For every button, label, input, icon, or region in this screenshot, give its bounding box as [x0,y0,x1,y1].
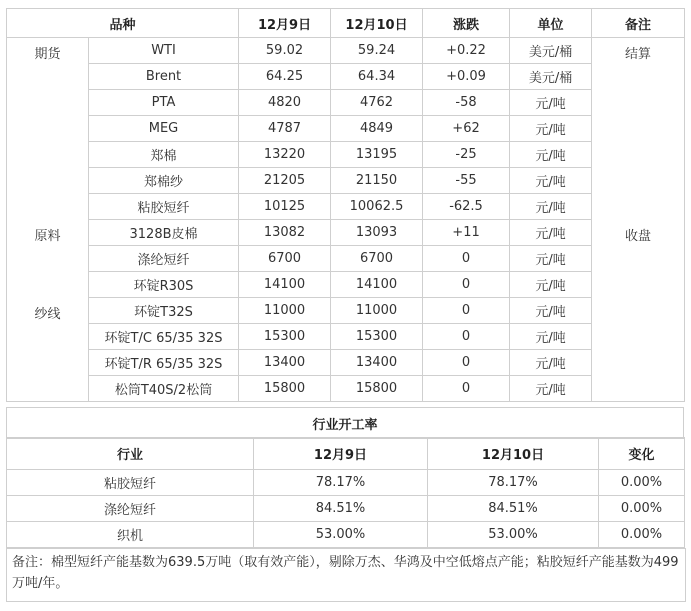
operating-rate-table [6,437,685,548]
row-change: +0.09 [423,64,510,90]
row-d1: 14100 [239,272,331,298]
row-d2: 15800 [331,376,423,402]
table-row [7,142,685,168]
row-d1: 11000 [239,298,331,324]
price-table [6,8,685,402]
table-row [7,298,685,324]
row-name: 环锭T32S [89,298,239,324]
table-row [7,194,685,220]
row-unit: 美元/桶 [510,38,592,64]
operating-rate-title: 行业开工率 [7,408,684,439]
row-unit: 元/吨 [510,324,592,350]
table-row [7,376,685,402]
row-name: 涤纶短纤 [7,496,254,522]
note-close: 收盘 [625,229,652,244]
row-d2: 78.17% [428,470,599,496]
row-d1: 21205 [239,168,331,194]
category-raw: 原料 [34,229,61,244]
row-change: 0 [423,324,510,350]
row-d1: 59.02 [239,38,331,64]
row-change: +62 [423,116,510,142]
row-name: MEG [89,116,239,142]
row-change: 0.00% [599,496,685,522]
row-name: 粘胶短纤 [7,470,254,496]
row-d2: 11000 [331,298,423,324]
row-name: 郑棉纱 [89,168,239,194]
row-d2: 13195 [331,142,423,168]
row-change: 0 [423,246,510,272]
category-futures: 期货 [34,47,61,62]
row-unit: 元/吨 [510,194,592,220]
row-d2: 4762 [331,90,423,116]
category-column [7,38,89,402]
row-d1: 4820 [239,90,331,116]
row-d1: 10125 [239,194,331,220]
header-variety: 品种 [7,9,239,38]
header-date-2: 12月10日 [331,9,423,38]
table-row [7,246,685,272]
table-row [7,496,685,522]
row-name: 环锭R30S [89,272,239,298]
row-change: 0 [423,376,510,402]
row-d2: 14100 [331,272,423,298]
row-unit: 元/吨 [510,116,592,142]
row-unit: 元/吨 [510,90,592,116]
table-row [7,522,685,548]
row-name: 织机 [7,522,254,548]
row-name: 3128B皮棉 [89,220,239,246]
row-change: -25 [423,142,510,168]
table-row [7,116,685,142]
row-d1: 6700 [239,246,331,272]
header-change: 涨跌 [423,9,510,38]
note-settle: 结算 [625,47,652,62]
row-change: -58 [423,90,510,116]
header-industry: 行业 [7,438,254,470]
row-name: PTA [89,90,239,116]
row-d2: 10062.5 [331,194,423,220]
row-d1: 53.00% [254,522,428,548]
table-row [7,64,685,90]
row-d1: 78.17% [254,470,428,496]
row-d1: 15300 [239,324,331,350]
row-change: 0 [423,350,510,376]
row-d2: 53.00% [428,522,599,548]
header-unit: 单位 [510,9,592,38]
note-column [592,38,685,402]
footnote: 备注：棉型短纤产能基数为639.5万吨（取有效产能），剔除万杰、华鸿及中空低熔点产能；粘胶短纤产能基数为499万吨/年。 [6,548,686,602]
row-name: WTI [89,38,239,64]
header-date-1: 12月9日 [254,438,428,470]
header-date-2: 12月10日 [428,438,599,470]
row-unit: 元/吨 [510,272,592,298]
row-d2: 4849 [331,116,423,142]
table-row [7,350,685,376]
row-change: +11 [423,220,510,246]
row-d1: 13220 [239,142,331,168]
row-unit: 元/吨 [510,298,592,324]
price-header-row [7,9,685,38]
row-name: Brent [89,64,239,90]
row-change: +0.22 [423,38,510,64]
row-name: 粘胶短纤 [89,194,239,220]
row-d1: 84.51% [254,496,428,522]
table-row [7,90,685,116]
header-date-1: 12月9日 [239,9,331,38]
table-row [7,324,685,350]
row-d1: 64.25 [239,64,331,90]
operating-rate-title-table [6,407,684,439]
row-name: 环锭T/C 65/35 32S [89,324,239,350]
row-d1: 15800 [239,376,331,402]
category-yarn: 纱线 [34,307,61,322]
row-change: 0 [423,272,510,298]
row-name: 松筒T40S/2松筒 [89,376,239,402]
table-row [7,168,685,194]
table-row [7,38,685,64]
row-change: 0.00% [599,470,685,496]
row-unit: 元/吨 [510,376,592,402]
row-change: 0 [423,298,510,324]
row-change: -62.5 [423,194,510,220]
table-row [7,272,685,298]
row-unit: 元/吨 [510,350,592,376]
row-change: -55 [423,168,510,194]
row-name: 环锭T/R 65/35 32S [89,350,239,376]
row-unit: 元/吨 [510,220,592,246]
row-d2: 15300 [331,324,423,350]
row-unit: 元/吨 [510,168,592,194]
row-d2: 13400 [331,350,423,376]
row-name: 涤纶短纤 [89,246,239,272]
row-d2: 64.34 [331,64,423,90]
row-d1: 13400 [239,350,331,376]
table-row [7,470,685,496]
table-row [7,220,685,246]
row-d2: 84.51% [428,496,599,522]
row-unit: 美元/桶 [510,64,592,90]
header-note: 备注 [592,9,685,38]
row-name: 郑棉 [89,142,239,168]
row-unit: 元/吨 [510,142,592,168]
row-d2: 59.24 [331,38,423,64]
row-d1: 4787 [239,116,331,142]
row-d2: 6700 [331,246,423,272]
row-d2: 21150 [331,168,423,194]
row-d2: 13093 [331,220,423,246]
row-unit: 元/吨 [510,246,592,272]
header-change: 变化 [599,438,685,470]
row-change: 0.00% [599,522,685,548]
rate-header-row [7,438,685,470]
row-d1: 13082 [239,220,331,246]
